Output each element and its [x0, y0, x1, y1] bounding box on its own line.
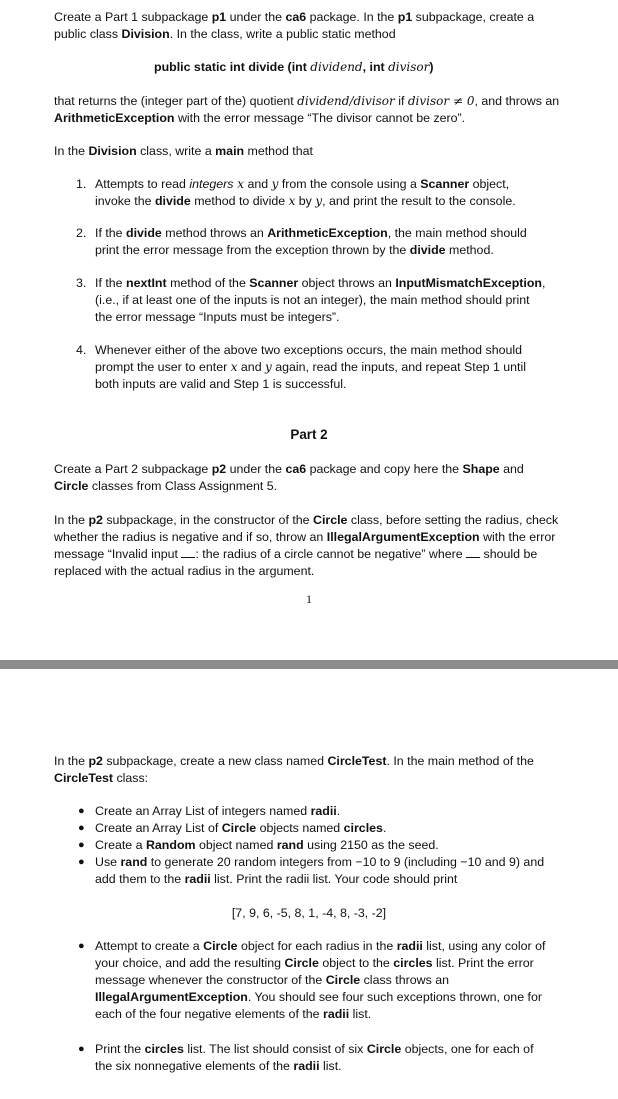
part-2-intro: Create a Part 2 subpackage p2 under the ca6 package and copy here the Shape and Circle classes from Class Assignment 5. [54, 462, 524, 493]
bullet-item-3: Create a Random object named rand using 2150 as the seed. [95, 838, 439, 852]
bullet-item-4: Use rand to generate 20 random integers from −10 to 9 (including −10 and 9) and add them to the radii list. Print the radii list. Your code should print [95, 855, 545, 886]
bullet-icon: ● [78, 856, 85, 868]
blank-placeholder [466, 548, 480, 558]
step-number: 4. [76, 343, 87, 357]
expected-output: [7, 9, 6, -5, 8, 1, -4, 8, -3, -2] [231, 906, 387, 920]
circletest-intro: In the p2 subpackage, create a new class named CircleTest. In the main method of the CircleTest class: [54, 754, 534, 785]
step-4: Whenever either of the above two exceptions occurs, the main method should prompt the user to enter x and y again, read the inputs, and repeat Step 1 until both inputs are valid and Step 1 is successful. [95, 343, 527, 391]
part-2-heading: Part 2 [290, 427, 328, 442]
step-number: 2. [76, 226, 87, 240]
step-1: Attempts to read integers x and y from the console using a Scanner object, invoke the divide method to divide x by y, and print the result to the console. [95, 177, 516, 208]
blank-placeholder [181, 548, 195, 558]
method-signature: public static int divide (int dividend, int divisor) [154, 60, 434, 74]
step-number: 1. [76, 177, 87, 191]
bullet-icon: ● [78, 940, 85, 952]
step-number: 3. [76, 276, 87, 290]
bullet-icon: ● [78, 839, 85, 851]
step-3: If the nextInt method of the Scanner object throws an InputMismatchException, (i.e., if at least one of the inputs is not an integer), the main method should print the error message “Inputs must be integers”. [95, 276, 546, 324]
bullet-icon: ● [78, 822, 85, 834]
bullet-item-5: Attempt to create a Circle object for each radius in the radii list, using any color of your choice, and add the resulting Circle object to the circles list. Print the error message whenever the constructor of the Circle class throws an IllegalArgumentException. You should see four such exceptions thrown, one for each of the four negative elements of the radii list. [95, 939, 546, 1021]
circle-constructor-paragraph: In the p2 subpackage, in the constructor of the Circle class, before setting the radius, check whether the radius is negative and if so, throw an IllegalArgumentException with the error message “Invalid input : the radius of a circle cannot be negative” where should be replaced with the actual radius in the argument. [54, 513, 559, 578]
bullet-icon: ● [78, 805, 85, 817]
returns-paragraph: that returns the (integer part of the) quotient dividend/divisor if divisor ≠ 0, and throws an ArithmeticException with the error message “The divisor cannot be zero”. [54, 94, 560, 125]
bullet-item-2: Create an Array List of Circle objects named circles. [95, 821, 387, 835]
document-page-2 [0, 669, 618, 1099]
bullet-item-1: Create an Array List of integers named radii. [95, 804, 341, 818]
step-2: If the divide method throws an ArithmeticException, the main method should print the error message from the exception thrown by the divide method. [95, 226, 527, 257]
page-separator [0, 660, 618, 669]
page-number: 1 [306, 592, 312, 606]
main-method-intro: In the Division class, write a main method that [54, 144, 313, 158]
bullet-item-6: Print the circles list. The list should consist of six Circle objects, one for each of the six nonnegative elements of the radii list. [95, 1042, 534, 1073]
intro-paragraph: Create a Part 1 subpackage p1 under the ca6 package. In the p1 subpackage, create a public class Division. In the class, write a public static method [54, 10, 535, 41]
bullet-icon: ● [78, 1043, 85, 1055]
